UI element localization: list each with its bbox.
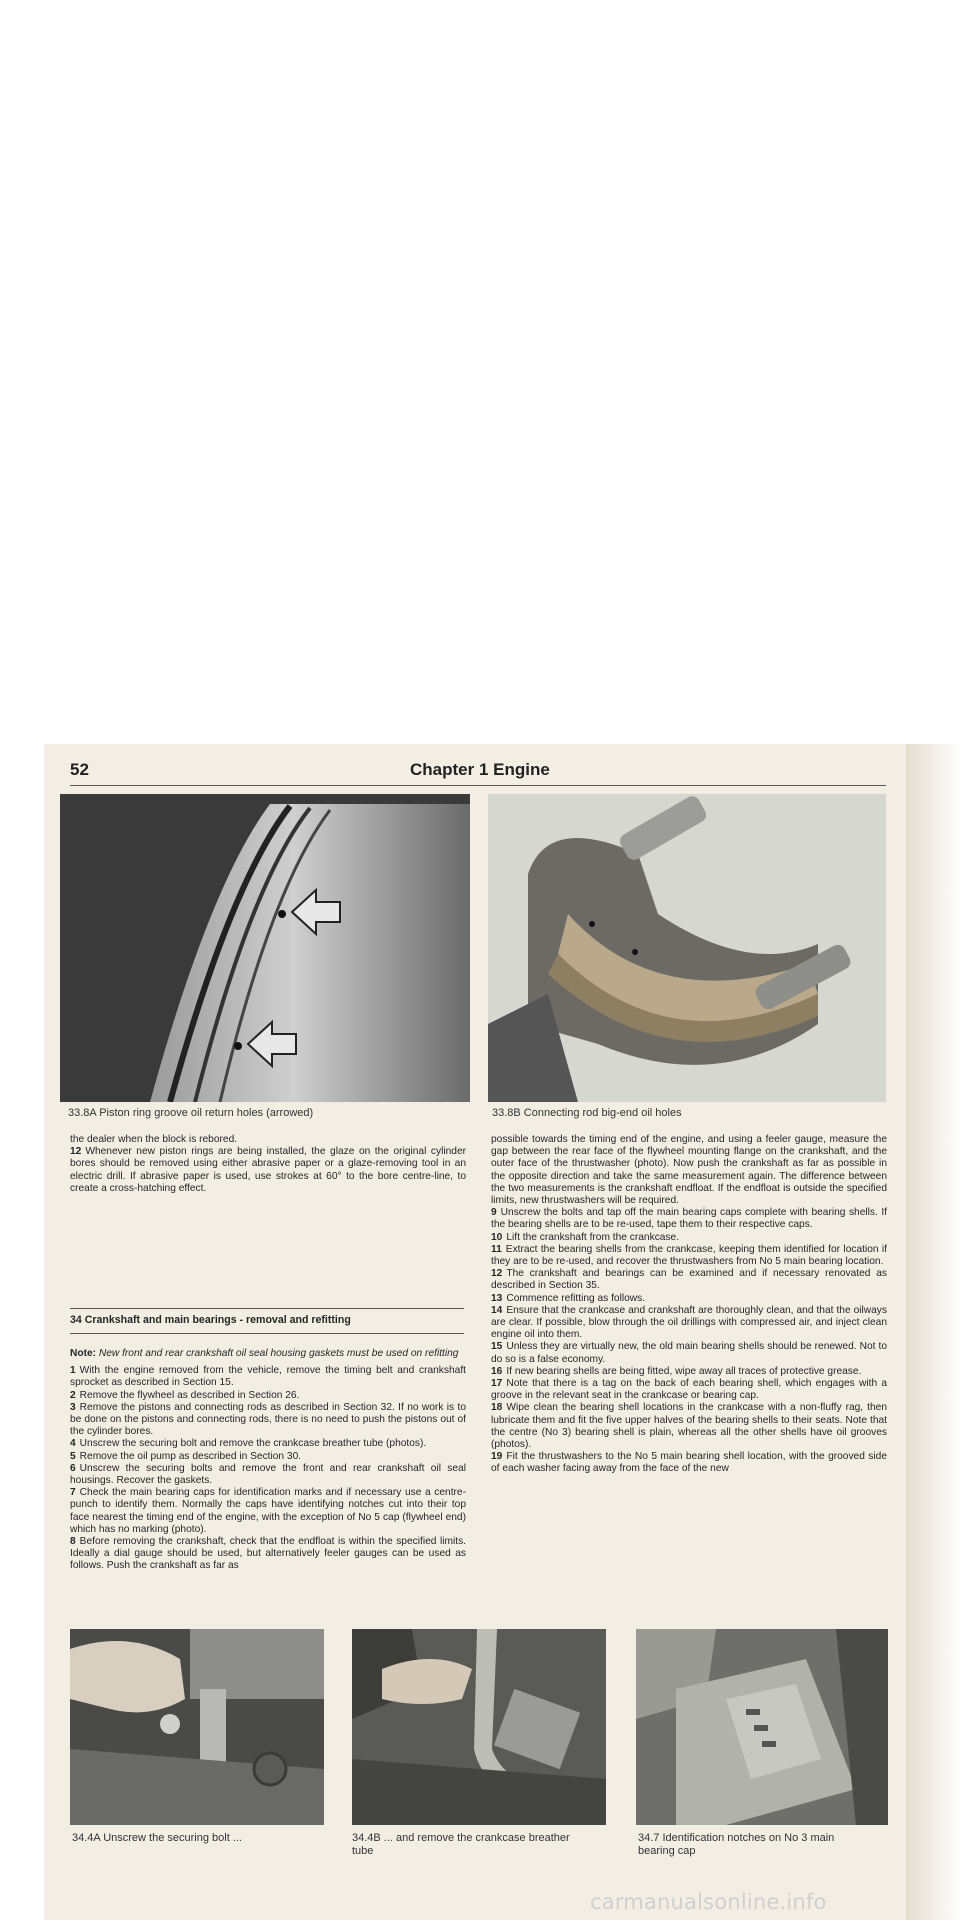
step-19: 19 Fit the thrustwashers to the No 5 main bearing shell location, with the grooved side of each washer facing away from the face of the new: [491, 1451, 887, 1475]
step-16: 16 If new bearing shells are being fitted, wipe away all traces of protective grease.: [491, 1365, 862, 1377]
paragraph-12: 12 Whenever new piston rings are being installed, the glaze on the original cylinder bores should be removed using either abrasive paper or a glaze-removing tool in an electric drill. If abrasive paper is used, use strokes at 60° to the bore centre-line, to create a cross-hatching effect.: [70, 1146, 466, 1194]
step-11: 11 Extract the bearing shells from the crankcase, keeping them identified for location if they are to be re-used, and recover the thrustwashers from No 5 main bearing location.: [491, 1243, 887, 1268]
photo-piston-ring-groove: [60, 794, 470, 1102]
step-3: 3 Remove the pistons and connecting rods as described in Section 32. If no work is to be done on the pistons and connecting rods, there is no need to push the pistons out of the cylinder bores.: [70, 1401, 466, 1438]
step-15: 15 Unless they are virtually new, the old main bearing shells should be renewed. Not to do so is a false economy.: [491, 1341, 887, 1365]
page-number: 52: [70, 760, 89, 779]
step-6: 6 Unscrew the securing bolts and remove the front and rear crankshaft oil seal housings. Recover the gaskets.: [70, 1462, 466, 1487]
step-14: 14 Ensure that the crankcase and crankshaft are thoroughly clean, and that the oilways are clear. If possible, blow through the oil drillings with compressed air, and inject clean engine oil into them.: [491, 1304, 887, 1341]
caption-34-4a: 34.4A Unscrew the securing bolt ...: [72, 1832, 242, 1844]
left-column-body: [70, 1348, 466, 1573]
step-18: 18 Wipe clean the bearing shell locations in the crankcase with a non-fluffy rag, then lubricate them and fit the five upper halves of the bearing shells to their seats. Note that the centre (No 3) bearing shell is plain, whereas all the other shells have oil grooves (photos).: [491, 1402, 887, 1451]
section-rule-top: [70, 1308, 464, 1309]
watermark: carmanualsonline.info: [590, 1890, 827, 1914]
photo-bearing-cap-notches: [636, 1629, 888, 1825]
caption-33-8b: 33.8B Connecting rod big-end oil holes: [492, 1107, 682, 1119]
photo-connecting-rod: [488, 794, 886, 1102]
note-paragraph: Note: New front and rear crankshaft oil seal housing gaskets must be used on refitting: [70, 1348, 459, 1359]
step-7: 7 Check the main bearing caps for identification marks and if necessary use a centre-punch to identify them. Normally the caps have identifying notches cut into their top face nearest the timing end of the engine, with the exception of No 5 cap (flywheel end) which has no marking (photo).: [70, 1487, 466, 1535]
step-13: 13 Commence refitting as follows.: [491, 1292, 646, 1304]
section-rule-bottom: [70, 1333, 464, 1334]
section-34-title: 34 Crankshaft and main bearings - removal and refitting: [70, 1314, 351, 1326]
step-9: 9 Unscrew the bolts and tap off the main bearing caps complete with bearing shells. If the bearing shells are to be re-used, tape them to their respective caps.: [491, 1207, 887, 1231]
caption-33-8a: 33.8A Piston ring groove oil return holes (arrowed): [68, 1107, 314, 1119]
caption-34-4b: 34.4B ... and remove the crankcase breather tube: [352, 1832, 570, 1857]
step-2: 2 Remove the flywheel as described in Section 26.: [70, 1389, 300, 1401]
step-17: 17 Note that there is a tag on the back of each bearing shell, which engages with a groove in the relevant seat in the crankcase or bearing cap.: [491, 1378, 887, 1402]
page-edge-shadow: [906, 744, 960, 1920]
chapter-title: Chapter 1 Engine: [410, 760, 550, 779]
right-intro: possible towards the timing end of the engine, and using a feeler gauge, measure the gap between the rear face of the flywheel mounting flange on the crankshaft, and the outer face of the thrustwasher (photo). Now push the crankshaft as far as possible in the opposite direction and take the same measurement again. The difference between the two measurements is the crankshaft endfloat. If the endfloat is outside the specified limits, new thrustwashers will be required.: [491, 1134, 887, 1207]
step-4: 4 Unscrew the securing bolt and remove the crankcase breather tube (photos).: [70, 1438, 427, 1450]
step-8: 8 Before removing the crankshaft, check that the endfloat is within the specified limits. Ideally a dial gauge should be used, but alternatively feeler gauges can be used as follows. Push the crankshaft as far as: [70, 1536, 466, 1572]
photo-securing-bolt: [70, 1629, 324, 1825]
step-12: 12 The crankshaft and bearings can be examined and if necessary renovated as described in Section 35.: [491, 1268, 887, 1292]
intro-text: the dealer when the block is rebored.: [70, 1134, 238, 1145]
photo-crankcase-breather: [352, 1629, 606, 1825]
header-rule: [70, 785, 886, 786]
left-column-top: [70, 1134, 466, 1195]
step-5: 5 Remove the oil pump as described in Section 30.: [70, 1450, 302, 1462]
step-10: 10 Lift the crankshaft from the crankcase.: [491, 1231, 680, 1243]
caption-34-7: 34.7 Identification notches on No 3 main bearing cap: [638, 1832, 835, 1857]
right-column: [491, 1134, 887, 1476]
step-1: 1 With the engine removed from the vehicle, remove the timing belt and crankshaft sprocket as described in Section 15.: [70, 1365, 466, 1389]
